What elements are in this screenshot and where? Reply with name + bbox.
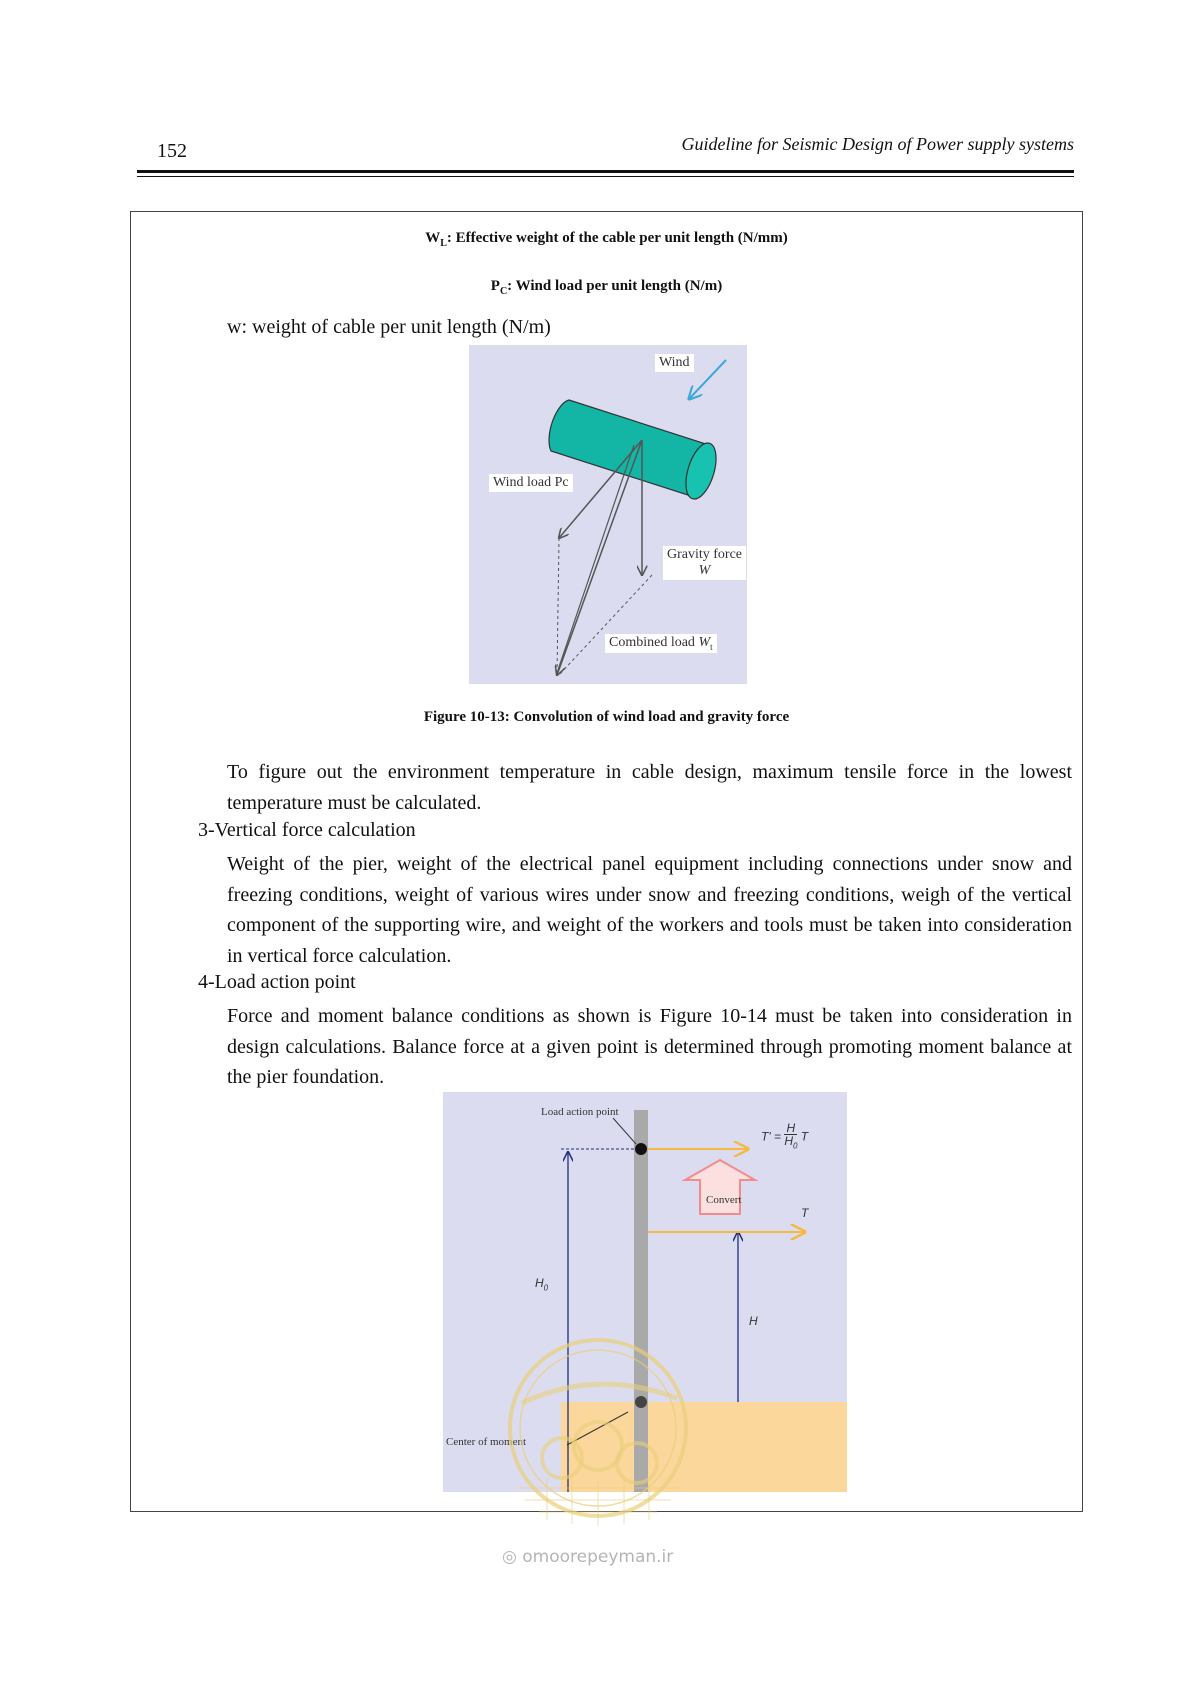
h0-letter: H [535,1276,544,1290]
h0-symbol [535,1276,548,1292]
combined-load-symbol: W [698,635,711,650]
t-prime-text: T' = [761,1129,781,1144]
paragraph-temperature: To figure out the environment temperature in cable design, maximum tensile force in the lowest temperature must be calculated. [227,761,1072,814]
wind-load-label: Wind load Pc [489,474,573,492]
combined-load-label [605,634,717,653]
gravity-force-symbol: W [698,563,711,578]
pc-text: : Wind load per unit length (N/m) [507,278,723,294]
t-prime-formula [761,1122,808,1152]
heading-load-action-point: 4-Load action point [198,971,356,993]
pc-subscript: C [499,286,508,297]
paragraph-load-action-point: Force and moment balance conditions as shown is Figure 10-14 must be taken into consideration in design calculations. Balance force at a given point is determined through promoting moment balance at the pier foundation. [227,1005,1072,1088]
definition-w: w: weight of cable per unit length (N/m) [227,316,551,338]
header-rule-thin [137,176,1074,177]
figure-wind-gravity [469,345,747,684]
load-action-point-dot [635,1143,647,1155]
watermark-site: ◎ omoorepeyman.ir [502,1547,674,1567]
center-of-moment-label: Center of moment [446,1436,527,1448]
fraction-den-sub: 0 [792,1141,798,1151]
h0-sub: 0 [543,1283,549,1293]
paragraph-vertical-force: Weight of the pier, weight of the electrical panel equipment including connections under snow and freezing conditions, weight of various wires under snow and freezing conditions, weigh of the vertical component of the supporting wire, and weight of the workers and tools must be taken into consideration in vertical force calculation. [227,853,1072,967]
convert-label: Convert [706,1194,742,1206]
figure-caption-10-13: Figure 10-13: Convolution of wind load and gravity force [423,709,790,725]
page-number: 152 [157,140,187,162]
t-prime-fraction [784,1122,797,1152]
h-symbol: H [749,1314,758,1328]
running-title: Guideline for Seismic Design of Power supply systems [681,134,1074,154]
definition-wl [131,230,1082,249]
dashed-line-vertical [557,538,559,675]
pc-symbol: P [490,278,500,294]
combined-load-text: Combined load [609,635,695,650]
cable-cylinder [549,400,722,503]
fraction-denominator [784,1135,797,1152]
fraction-den-letter: H [784,1134,793,1148]
watermark-seal [487,1328,709,1528]
definition-pc [131,278,1082,297]
wl-text: : Effective weight of the cable per unit length (N/mm) [446,230,788,246]
load-action-point-label: Load action point [541,1106,619,1118]
load-action-leader [613,1118,636,1144]
t-after-text: T [800,1129,809,1144]
wl-subscript: L [440,238,447,249]
t-symbol: T [801,1206,809,1220]
header-rule-thick [137,170,1074,173]
wl-symbol: W [425,230,441,246]
combined-load-subscript: t [710,641,713,652]
gravity-force-text: Gravity force [667,547,743,562]
watermark-site-text: omoorepeyman.ir [522,1547,674,1567]
fraction-numerator: H [784,1122,797,1135]
wind-label: Wind [655,354,694,372]
content-frame [130,211,1083,1512]
gravity-force-label [663,546,746,580]
wind-arrow [689,360,726,399]
heading-vertical-force: 3-Vertical force calculation [198,819,416,841]
